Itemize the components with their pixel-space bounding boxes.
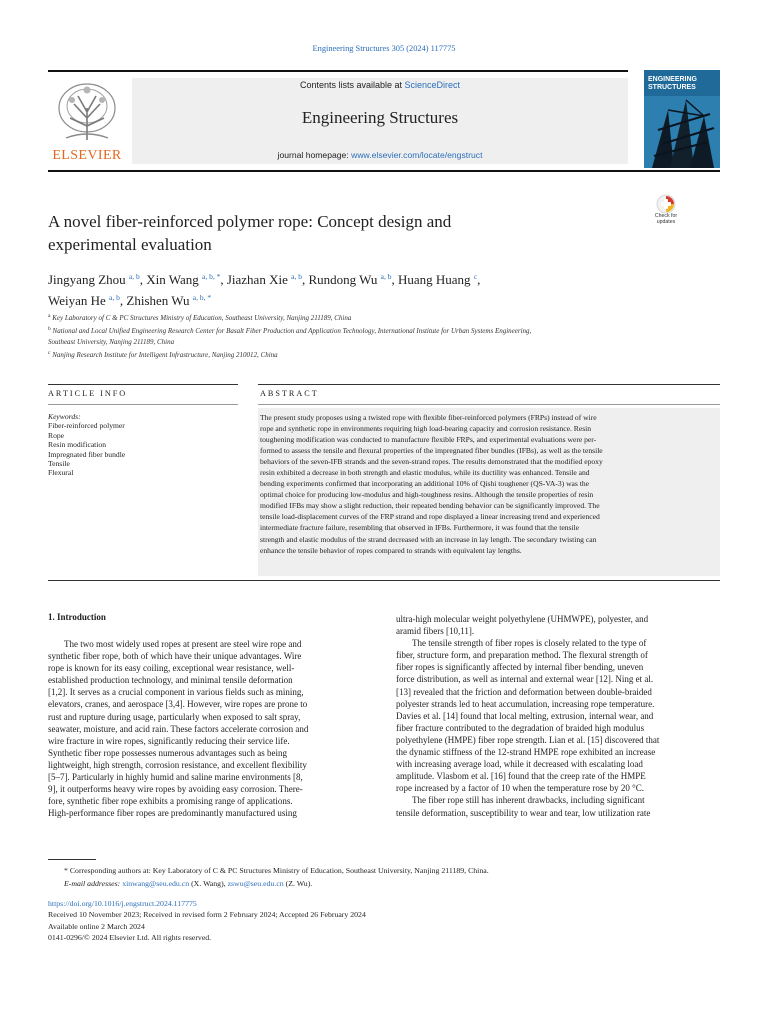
homepage-prefix: journal homepage: bbox=[277, 150, 352, 160]
body-text-line: High-performance fiber ropes are predominantly manufactured using bbox=[48, 808, 297, 819]
body-text-line: rust and rupture during usage, particularly when exposed to salt spray, bbox=[48, 711, 301, 722]
affiliation-item bbox=[48, 324, 720, 337]
abstract-line: toughening modification was conducted to manufacture flexible FRPs, and experimental evaluations were per- bbox=[260, 435, 597, 445]
author-affiliation-mark[interactable]: a, b bbox=[380, 272, 392, 281]
cover-title: ENGINEERING STRUCTURES bbox=[648, 76, 698, 91]
corresponding-author-note: * Corresponding authors at: Key Laboratory of C & PC Structures Ministry of Education, Southeast University, Nanjing 211189, China. bbox=[64, 866, 489, 875]
affiliation-text: Key Laboratory of C & PC Structures Ministry of Education, Southeast University, Nanjing 211189, China bbox=[52, 314, 352, 322]
abstract-line: modified IFBs may show a slight reduction, their repeated bending behavior can be significantly improved. The bbox=[260, 501, 600, 511]
journal-title: Engineering Structures bbox=[301, 108, 459, 127]
sciencedirect-link[interactable]: ScienceDirect bbox=[404, 80, 461, 90]
abstract-line: formed to assess the tensile and flexural properties of the impregnated fiber bundles (IFBs), as well as the tensile bbox=[260, 446, 603, 456]
abstract-line: tensile load-displacement curves of the FRP strand and rope displayed a linear increasing trend and experienced bbox=[260, 512, 600, 522]
body-text-line: polyester strands led to heat accumulation, increasing rope temperature. bbox=[396, 698, 655, 709]
abstract-rule bbox=[258, 384, 720, 385]
author-affiliation-mark[interactable]: a, b, * bbox=[202, 272, 221, 281]
masthead-top-rule bbox=[48, 70, 628, 72]
abstract-line: bending experiments confirmed that incorporating an additional 10% of Qishi toughener (QS-VA-3) was the bbox=[260, 479, 590, 489]
available-online-date: Available online 2 March 2024 bbox=[48, 921, 145, 931]
abstract-subrule bbox=[258, 404, 720, 405]
body-text-line: fiber fracture contributed to the degradation of braided high modulus bbox=[396, 722, 645, 733]
copyright-notice: 0141-0296/© 2024 Elsevier Ltd. All rights reserved. bbox=[48, 932, 212, 942]
article-info-rule bbox=[48, 384, 238, 385]
journal-cover-image[interactable] bbox=[644, 70, 720, 168]
keywords-label: Keywords: bbox=[48, 412, 81, 421]
elsevier-wordmark: ELSEVIER bbox=[52, 148, 122, 163]
article-title bbox=[48, 210, 628, 256]
keyword-item: Fiber-reinforced polymer bbox=[48, 421, 125, 431]
abstract-line: strength and elastic modulus of the strand decreased with an increase in lay length. The secondary twisting can bbox=[260, 534, 597, 544]
check-updates-label: Check for updates bbox=[654, 213, 678, 225]
author-name[interactable]: Xin Wang bbox=[146, 272, 199, 287]
abstract-box bbox=[258, 408, 720, 576]
body-text-line: elevators, cranes, and aerospace [3,4]. However, wire ropes are prone to bbox=[48, 699, 308, 710]
affiliation-text: Nanjing Research Institute for Intelligent Infrastructure, Nanjing 210012, China bbox=[52, 351, 278, 359]
author-affiliation-mark[interactable]: a, b, * bbox=[192, 293, 212, 302]
body-text-line: 9], it outperforms heavy wire ropes by avoiding easy corrosion. There- bbox=[48, 784, 303, 795]
body-text-line: The fiber rope still has inherent drawbacks, including significant bbox=[412, 795, 645, 806]
journal-citation-link[interactable]: Engineering Structures 305 (2024) 117775 bbox=[312, 44, 456, 53]
body-text-line: wire fracture in wire ropes, significantly reducing their service life. bbox=[48, 735, 290, 746]
body-text-line: Synthetic fiber rope possesses numerous advantages such as being bbox=[48, 747, 287, 758]
body-text-line: amplitude. Vlasbom et al. [16] found that the creep rate of the HMPE bbox=[396, 771, 646, 782]
body-text-line: fiber, structure form, and preparation method. The flexural strength of bbox=[396, 650, 648, 661]
contents-prefix: Contents lists available at bbox=[299, 80, 405, 90]
body-text-line: [1,2]. It serves as a crucial component in various fields such as mining, bbox=[48, 687, 304, 698]
received-dates: Received 10 November 2023; Received in revised form 2 February 2024; Accepted 26 February 2024 bbox=[48, 910, 366, 920]
footnotes bbox=[48, 865, 720, 890]
email-suffix: (Z. Wu). bbox=[283, 878, 313, 888]
body-text-line: rope increased by a factor of 10 when the temperature rose by 20 °C. bbox=[396, 783, 645, 794]
author-affiliation-mark[interactable]: a, b bbox=[291, 272, 302, 281]
abstract-line: optimal choice for producing low-modulus and high-toughness resins. Although the tensile properties of resin bbox=[260, 490, 594, 500]
journal-homepage-link[interactable]: www.elsevier.com/locate/engstruct bbox=[351, 150, 483, 160]
journal-info-box bbox=[132, 78, 628, 164]
keyword-item: Resin modification bbox=[48, 440, 106, 450]
author-name[interactable]: Rundong Wu bbox=[308, 272, 378, 287]
author-name[interactable]: Zhishen Wu bbox=[126, 293, 190, 308]
author-affiliation-mark[interactable]: c bbox=[473, 272, 478, 281]
keyword-item: Tensile bbox=[48, 459, 70, 469]
affiliation-item bbox=[48, 337, 720, 348]
article-info-subrule bbox=[48, 404, 238, 405]
check-for-updates-badge[interactable] bbox=[646, 194, 686, 230]
body-text-line: lightweight, high strength, corrosion resistance, and excellent flexibility bbox=[48, 759, 307, 770]
author-affiliation-mark[interactable]: a, b bbox=[128, 272, 140, 281]
affiliation-mark: a bbox=[48, 313, 51, 319]
publication-info bbox=[48, 898, 720, 943]
keyword-item: Flexural bbox=[48, 468, 74, 478]
body-text-line: aramid fibers [10,11]. bbox=[396, 626, 475, 637]
abstract-end-rule bbox=[48, 580, 720, 581]
title-line: A novel fiber-reinforced polymer rope: Concept design and bbox=[48, 212, 452, 231]
body-text-line: synthetic fiber rope, both of which have their unique advantages. Wire bbox=[48, 651, 302, 662]
body-text-line: established production technology, and minimal tensile deformation bbox=[48, 675, 293, 686]
elsevier-tree-icon bbox=[52, 78, 122, 146]
abstract-line: behaviors of the seven-IFB strands and the seven-strand ropes. The results demonstrated that the modified epoxy bbox=[260, 457, 603, 467]
masthead-bottom-rule bbox=[48, 170, 720, 172]
body-text-line: seawater, moisture, and acid rain. These factors accelerate corrosion and bbox=[48, 723, 309, 734]
journal-masthead bbox=[48, 70, 628, 166]
affiliation-mark: c bbox=[48, 350, 51, 356]
body-text-line: force distribution, as well as internal and external wear [12]. Ning et al. bbox=[396, 674, 654, 685]
affiliation-text: National and Local Unified Engineering Research Center for Basalt Fiber Production and Application Technology, International Institute for Urban Systems Engineering, bbox=[52, 327, 532, 335]
keyword-item: Impregnated fiber bundle bbox=[48, 449, 126, 459]
doi-link[interactable]: https://doi.org/10.1016/j.engstruct.2024.117775 bbox=[48, 899, 197, 908]
body-text-line: ultra-high molecular weight polyethylene (UHMWPE), polyester, and bbox=[396, 614, 649, 624]
author-name[interactable]: Huang Huang bbox=[397, 272, 471, 287]
body-text-line: polyethylene (HMPE) fiber rope strength. Lian et al. [15] discovered that bbox=[396, 734, 660, 745]
affiliation-list bbox=[48, 311, 720, 361]
body-text-line: The tensile strength of fiber ropes is closely related to the type of bbox=[412, 638, 647, 649]
abstract-line: enhance the tensile behavior of ropes compared to strands with equivalent lay lengths. bbox=[260, 545, 522, 555]
author-name[interactable]: Weiyan He bbox=[48, 293, 106, 308]
abstract-line: intermediate fracture failure, resembling that observed in IFBs. Furthermore, it was found that the tensile bbox=[260, 523, 580, 533]
author-affiliation-mark[interactable]: a, b bbox=[109, 293, 120, 302]
keyword-item: Rope bbox=[48, 430, 65, 440]
body-text-line: fiber ropes is significantly affected by internal fiber bending, uneven bbox=[396, 662, 644, 673]
section-heading-introduction: 1. Introduction bbox=[48, 612, 106, 622]
affiliation-text: Southeast University, Nanjing 211189, China bbox=[48, 338, 175, 346]
body-column-left bbox=[48, 638, 374, 819]
email-addresses-line bbox=[48, 878, 720, 891]
author-line: Weiyan He $^{a, b}$, Zhishen Wu $^{a, b, *}$ bbox=[48, 293, 212, 308]
email-link[interactable]: zswu@seu.edu.cn bbox=[227, 878, 284, 888]
author-line: Jingyang Zhou $^{a, b}$, Xin Wang $^{a, b, *}$, Jiazhan Xie $^{a, b}$, Rundong Wu $^{a, b}$, Huang Huang $^c$, bbox=[48, 272, 481, 287]
body-text-line: Davies et al. [14] found that local melting, extrusion, internal wear, and bbox=[396, 710, 654, 721]
keywords-block bbox=[48, 412, 238, 478]
contents-available-line bbox=[132, 80, 628, 90]
abstract-line: The present study proposes using a twisted rope with flexible fiber-reinforced polymers (FRPs) instead of wire bbox=[260, 413, 597, 422]
email-link[interactable]: xinwang@seu.edu.cn bbox=[122, 878, 190, 888]
body-text-line: tensile deformation, susceptibility to wear and tear, low utilization rate bbox=[396, 807, 651, 818]
abstract-line: resin exhibited a decrease in both strength and elastic modulus, while its ductility was enhanced. Tensile and bbox=[260, 468, 590, 478]
affiliation-item bbox=[48, 348, 720, 361]
journal-homepage-line bbox=[132, 150, 628, 160]
body-text-line: fore, synthetic fiber rope exhibits a promising range of applications. bbox=[48, 796, 293, 807]
check-updates-icon bbox=[656, 194, 676, 214]
elsevier-logo[interactable] bbox=[48, 78, 126, 164]
email-label: E-mail addresses: bbox=[64, 878, 123, 888]
footnote-rule bbox=[48, 859, 96, 860]
author-name[interactable]: Jingyang Zhou bbox=[48, 272, 126, 287]
body-text-line: The two most widely used ropes at present are steel wire rope and bbox=[64, 639, 302, 649]
body-text-line: [13] revealed that the friction and deformation between double-braided bbox=[396, 686, 652, 697]
title-line: experimental evaluation bbox=[48, 235, 212, 254]
email-suffix: (X. Wang), bbox=[189, 878, 228, 888]
abstract-text bbox=[260, 412, 720, 556]
abstract-heading: ABSTRACT bbox=[260, 389, 319, 398]
body-text-line: the dynamic stiffness of the 12-strand HMPE rope exhibited an increase bbox=[396, 747, 656, 758]
author-list bbox=[48, 268, 648, 310]
affiliation-mark: b bbox=[48, 326, 51, 332]
body-text-line: rope is known for its easy coiling, exceptional wear resistance, well- bbox=[48, 663, 295, 674]
article-info-heading: ARTICLE INFO bbox=[48, 389, 128, 398]
body-text-line: [5–7]. Particularly in highly humid and saline marine environments [8, bbox=[48, 772, 303, 783]
body-text-line: with increasing average load, while it decreased with escalating load bbox=[396, 759, 643, 770]
body-column-right bbox=[396, 613, 720, 819]
author-name[interactable]: Jiazhan Xie bbox=[226, 272, 288, 287]
abstract-line: rope and synthetic rope in environments requiring high load-bearing capacity and corrosion resistance. Resin bbox=[260, 424, 592, 434]
affiliation-item bbox=[48, 311, 720, 324]
